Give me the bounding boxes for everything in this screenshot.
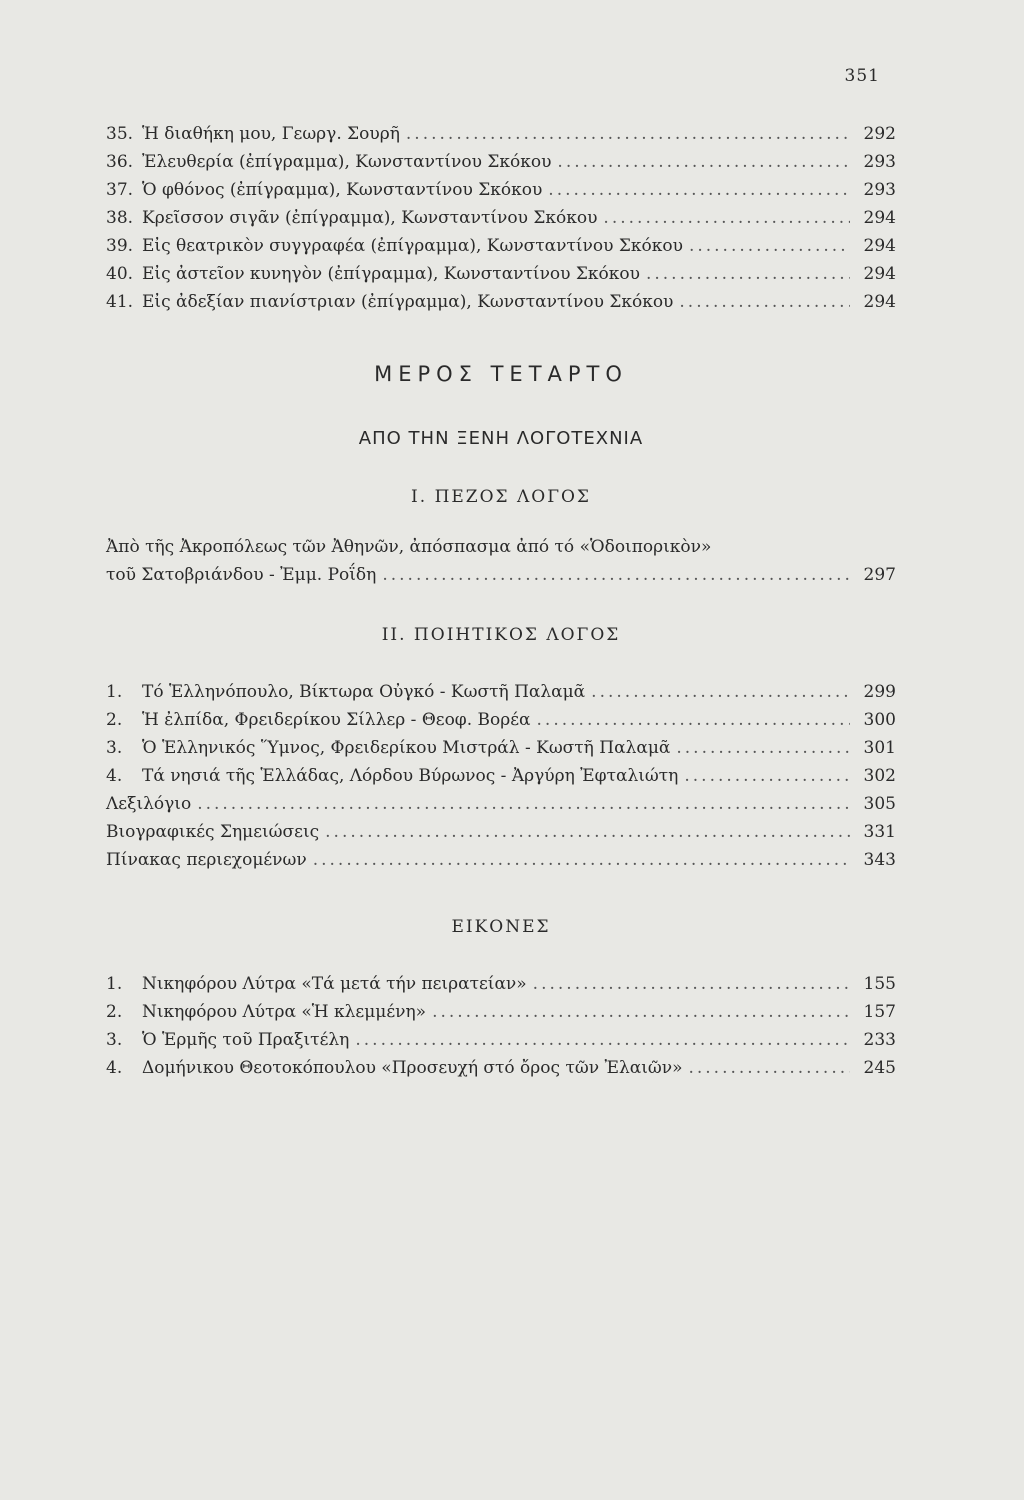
entry-page: 331 <box>863 822 896 842</box>
entry-title: Νικηφόρου Λύτρα «Τά μετά τήν πειρατείαν» <box>142 974 527 994</box>
entry-title: Ἡ ἐλπίδα, Φρειδερίκου Σίλλερ - Θεοφ. Βορέα <box>142 710 531 730</box>
leader-dots <box>679 288 850 316</box>
entry-number: 36. <box>106 152 134 172</box>
toc-entry <box>106 288 896 316</box>
toc-entry <box>106 204 896 232</box>
entry-title: Πίνακας περιεχομένων <box>106 850 307 870</box>
entry-title: Λεξιλόγιο <box>106 794 192 814</box>
entry-title: Εἰς θεατρικὸν συγγραφέα (ἐπίγραμμα), Κωνσταντίνου Σκόκου <box>142 236 683 256</box>
toc-entry <box>106 1026 896 1054</box>
entry-title: Τά νησιά τῆς Ἑλλάδας, Λόρδου Βύρωνος - Ἀργύρη Ἐφταλιώτη <box>142 766 679 786</box>
prose-entry-title-line2: τοῦ Σατοβριάνδου - Ἐμμ. Ροΐδη <box>106 565 377 585</box>
toc-entry <box>106 846 896 874</box>
prose-entry-title-line1: Ἀπὸ τῆς Ἀκροπόλεως τῶν Ἀθηνῶν, ἀπόσπασμα ἀπό τό «Ὁδοιπορικὸν» <box>106 537 712 557</box>
entry-page: 343 <box>863 850 896 870</box>
entry-number: 40. <box>106 264 134 284</box>
prose-entry <box>106 533 896 589</box>
leader-dots <box>603 204 850 232</box>
leader-dots <box>548 176 850 204</box>
leader-dots <box>432 998 850 1026</box>
entry-page: 157 <box>863 1002 896 1022</box>
toc-entry <box>106 148 896 176</box>
leader-dots <box>646 260 850 288</box>
toc-list-top <box>106 120 896 316</box>
toc-entry <box>106 790 896 818</box>
entry-title: Τό Ἑλληνόπουλο, Βίκτωρα Οὐγκό - Κωστῆ Παλαμᾶ <box>142 682 586 702</box>
entry-number: 1. <box>106 682 123 702</box>
entry-number: 2. <box>106 1002 123 1022</box>
entry-page: 300 <box>863 710 896 730</box>
toc-entry <box>106 120 896 148</box>
entry-page: 294 <box>863 208 896 228</box>
entry-page: 293 <box>863 180 896 200</box>
entry-number: 37. <box>106 180 134 200</box>
entry-title: Νικηφόρου Λύτρα «Ἡ κλεμμένη» <box>142 1002 427 1022</box>
entry-title: Ὁ Ἑρμῆς τοῦ Πραξιτέλη <box>142 1030 350 1050</box>
entry-number: 4. <box>106 1058 123 1078</box>
toc-entry <box>106 762 896 790</box>
toc-entry <box>106 734 896 762</box>
entry-page: 294 <box>863 292 896 312</box>
entry-title: Κρεῖσσον σιγᾶν (ἐπίγραμμα), Κωνσταντίνου Σκόκου <box>142 208 598 228</box>
entry-number: 35. <box>106 124 134 144</box>
entry-page: 233 <box>863 1030 896 1050</box>
leader-dots <box>313 846 850 874</box>
page-number: 351 <box>844 66 880 86</box>
part-subtitle: ΑΠΟ ΤΗΝ ΞΕΝΗ ΛΟΓΟΤΕΧΝΙΑ <box>358 428 644 449</box>
toc-entry <box>106 970 896 998</box>
leader-dots <box>557 148 850 176</box>
entry-page: 293 <box>863 152 896 172</box>
entry-title: Δομήνικου Θεοτοκόπουλου «Προσευχή στό ὄρος τῶν Ἐλαιῶν» <box>142 1058 683 1078</box>
entry-page: 305 <box>863 794 896 814</box>
toc-list-poetry <box>106 678 896 874</box>
entry-number: 38. <box>106 208 134 228</box>
leader-dots <box>684 762 850 790</box>
leader-dots <box>676 734 850 762</box>
entry-page: 155 <box>863 974 896 994</box>
entry-number: 3. <box>106 1030 123 1050</box>
prose-section-heading: I. ΠΕΖΟΣ ΛΟΓΟΣ <box>411 487 591 507</box>
entry-page: 294 <box>863 264 896 284</box>
toc-entry <box>106 818 896 846</box>
leader-dots <box>533 970 850 998</box>
toc-entry <box>106 260 896 288</box>
images-section-heading: ΕΙΚΟΝΕΣ <box>451 917 551 937</box>
entry-title: Εἰς ἀδεξίαν πιανίστριαν (ἐπίγραμμα), Κωνσταντίνου Σκόκου <box>142 292 674 312</box>
toc-entry <box>106 1054 896 1082</box>
toc-entry <box>106 706 896 734</box>
poetry-section-heading: II. ΠΟΙΗΤΙΚΟΣ ΛΟΓΟΣ <box>381 625 621 645</box>
entry-number: 4. <box>106 766 123 786</box>
entry-title: Ἡ διαθήκη μου, Γεωργ. Σουρῆ <box>142 124 400 144</box>
leader-dots <box>406 120 850 148</box>
part-title: ΜΕΡΟΣ ΤΕΤΑΡΤΟ <box>374 362 628 386</box>
leader-dots <box>382 561 850 589</box>
leader-dots <box>591 678 850 706</box>
entry-page: 245 <box>863 1058 896 1078</box>
entry-title: Ὁ Ἑλληνικός Ὕμνος, Φρειδερίκου Μιστράλ - Κωστῆ Παλαμᾶ <box>142 738 671 758</box>
toc-entry <box>106 678 896 706</box>
leader-dots <box>355 1026 850 1054</box>
entry-page: 292 <box>863 124 896 144</box>
toc-entry <box>106 176 896 204</box>
entry-title: Εἰς ἀστεῖον κυνηγὸν (ἐπίγραμμα), Κωνσταντίνου Σκόκου <box>142 264 640 284</box>
entry-number: 1. <box>106 974 123 994</box>
leader-dots <box>197 790 850 818</box>
entry-number: 39. <box>106 236 134 256</box>
entry-page: 297 <box>863 565 896 585</box>
entry-number: 41. <box>106 292 134 312</box>
prose-entry-line2 <box>106 561 896 589</box>
entry-number: 3. <box>106 738 123 758</box>
entry-page: 294 <box>863 236 896 256</box>
leader-dots <box>689 232 850 260</box>
leader-dots <box>537 706 850 734</box>
entry-title: Βιογραφικές Σημειώσεις <box>106 822 320 842</box>
entry-title: Ὁ φθόνος (ἐπίγραμμα), Κωνσταντίνου Σκόκου <box>142 180 543 200</box>
leader-dots <box>688 1054 850 1082</box>
entry-number: 2. <box>106 710 123 730</box>
entry-page: 299 <box>863 682 896 702</box>
leader-dots <box>325 818 850 846</box>
entry-page: 301 <box>863 738 896 758</box>
entry-title: Ἐλευθερία (ἐπίγραμμα), Κωνσταντίνου Σκόκου <box>142 152 552 172</box>
toc-entry <box>106 232 896 260</box>
entry-page: 302 <box>863 766 896 786</box>
toc-entry <box>106 998 896 1026</box>
toc-list-images <box>106 970 896 1082</box>
